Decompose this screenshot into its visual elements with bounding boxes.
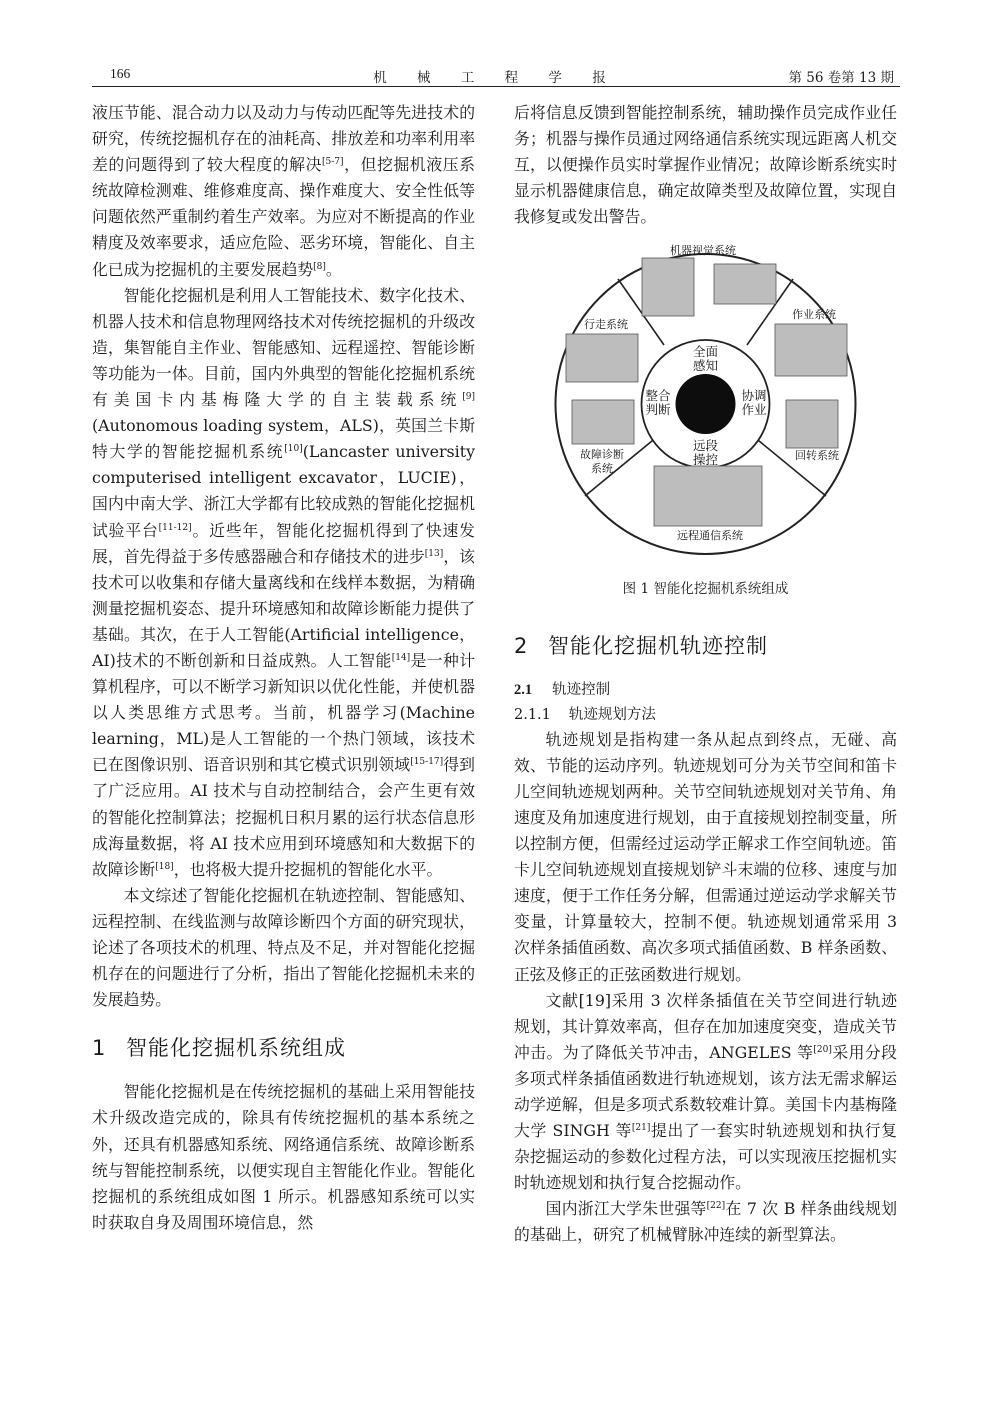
wedge-label: 作业系统 <box>792 308 836 322</box>
citation[interactable]: [5-7] <box>322 157 344 168</box>
citation[interactable]: [14] <box>391 652 411 663</box>
wedge-label: 远程通信系统 <box>677 529 743 543</box>
inner-label: 作业 <box>741 402 767 418</box>
subsection-heading: 2.1 轨迹控制 <box>514 681 611 698</box>
camera-photo <box>642 258 694 316</box>
inner-label: 整合 <box>645 388 671 404</box>
right-column <box>514 100 897 1249</box>
inner-label: 协调 <box>741 388 767 404</box>
monitor-photo <box>572 400 634 444</box>
paragraph: 智能化挖掘机是利用人工智能技术、数字化技术、机器人技术和信息物理网络技术对传统挖掘机的升级改造，集智能自主作业、智能感知、远程遥控、智能诊断等功能为一体。目前，国内外典型的智能化挖掘机系统有美国卡内基梅隆大学的自主装载系统[9](Autonomous loading system，ALS)，英国兰卡斯特大学的智能挖掘机系统[10](Lancaster university computerised intelligent excavator，LUCIE)，国内中南大学、浙江大学都有比较成熟的智能化挖掘机试验平台[11-12]。近些年，智能化挖掘机得到了快速发展，首先得益于多传感器融合和存储技术的进步[13]，该技术可以收集和存储大量离线和在线样本数据，为精确测量挖掘机姿态、提升环境感知和故障诊断能力提供了基础。其次，在于人工智能(Artificial intelligence，AI)技术的不断创新和日益成熟。人工智能[14]是一种计算机程序，可以不断学习新知识以优化性能，并使机器以人类思维方式思考。当前，机器学习(Machine learning，ML)是人工智能的一个热门领域，该技术已在图像识别、语音识别和其它模式识别领域[15-17]得到了广泛应用。AI 技术与自动控制结合，会产生更有效的智能化控制算法；挖掘机日积月累的运行状态信息形成海量数据，将 AI 技术应用到环境感知和大数据下的故障诊断[18]，也将极大提升挖掘机的智能化水平。 <box>92 285 475 879</box>
running-header <box>92 64 900 87</box>
paragraph: 文献[19]采用 3 次样条插值在关节空间进行轨迹规划，其计算效率高，但存在加加速度突变，造成关节冲击。为了降低关节冲击，ANGELES 等[20]采用分段多项式样条插值函数进行轨迹规划，该方法无需求解运动学逆解，但是多项式系数较难计算。美国卡内基梅隆大学 SINGH 等[21]提出了一套实时轨迹规划和执行复杂挖掘运动的参数化过程方法，可以实现液压挖掘机实时轨迹规划和执行复合挖掘动作。 <box>514 990 897 1193</box>
left-column <box>92 100 475 1236</box>
citation[interactable]: [8] <box>313 261 326 272</box>
citation[interactable]: [9] <box>462 392 475 403</box>
paragraph: 本文综述了智能化挖掘机在轨迹控制、智能感知、远程控制、在线监测与故障诊断四个方面的研究现状，论述了各项技术的机理、特点及不足，并对智能化挖掘机存在的问题进行了分析，指出了智能化挖掘机未来的发展趋势。 <box>92 885 475 1010</box>
citation[interactable]: [10] <box>284 444 303 455</box>
inner-label: 操控 <box>692 452 719 468</box>
track-photo <box>566 334 638 382</box>
remote-station-photo <box>654 466 762 526</box>
page-number: 166 <box>110 66 131 81</box>
citation[interactable]: [22] <box>706 1201 726 1212</box>
paragraph: 国内浙江大学朱世强等[22]在 7 次 B 样条曲线规划的基础上，研究了机械臂脉冲连续的新型算法。 <box>514 1199 897 1245</box>
wedge-label: 故障诊断 <box>580 448 624 462</box>
slewing-photo <box>786 400 838 448</box>
subsubsection-heading: 2.1.1 轨迹规划方法 <box>514 706 656 723</box>
wedge-label: 系统 <box>591 462 613 476</box>
system-composition-diagram <box>514 238 897 570</box>
paragraph: 液压节能、混合动力以及动力与传动匹配等先进技术的研究，传统挖掘机存在的油耗高、排放差和功率利用率差的问题得到了较大程度的解决[5-7]，但挖掘机液压系统故障检测难、维修难度高、操作难度大、安全性低等问题依然严重制约着生产效率。为应对不断提高的作业精度及效率要求，适应危险、恶劣环境，智能化、自主化已成为挖掘机的主要发展趋势[8]。 <box>92 103 475 279</box>
section-heading-1: 1 智能化挖掘机系统组成 <box>92 1036 346 1061</box>
inner-label: 远段 <box>692 438 719 454</box>
citation[interactable]: [11-12] <box>158 522 192 533</box>
journal-title: 机 械 工 程 学 报 <box>373 70 619 86</box>
paragraph: 智能化挖掘机是在传统挖掘机的基础上采用智能技术升级改造完成的，除具有传统挖掘机的基本系统之外，还具有机器感知系统、网络通信系统、故障诊断系统与智能控制系统，以便实现自主智能化作业。智能化挖掘机的系统组成如图 1 所示。机器感知系统可以实时获取自身及周围环境信息，然 <box>92 1082 475 1232</box>
wedge-label: 机器视觉系统 <box>670 244 736 258</box>
inner-label: 全面 <box>692 344 719 360</box>
citation[interactable]: [15-17] <box>410 757 444 768</box>
wedge-label: 回转系统 <box>795 449 839 463</box>
section-heading-2: 2 智能化挖掘机轨迹控制 <box>514 633 768 658</box>
figure-caption: 图 1 智能化挖掘机系统组成 <box>622 581 789 598</box>
camera-photo <box>714 264 776 304</box>
volume-issue: 第 56 卷第 13 期 <box>788 70 894 86</box>
citation[interactable]: [20] <box>813 1044 832 1055</box>
inner-label: 判断 <box>645 402 671 418</box>
figure-1 <box>514 238 897 570</box>
paragraph: 轨迹规划是指构建一条从起点到终点，无碰、高效、节能的运动序列。轨迹规划可分为关节空间和笛卡儿空间轨迹规划两种。关节空间轨迹规划对关节角、角速度及角加速度进行规划，由于直接规划控制变量，所以控制方便，但需经过运动学正解求工作空间轨迹。笛卡儿空间轨迹规划直接规划铲斗末端的位移、速度与加速度，便于工作任务分解，但需通过逆运动学求解关节变量，计算量较大，控制不便。轨迹规划通常采用 3 次样条插值函数、高次多项式插值函数、B 样条函数、正弦及修正的正弦函数进行规划。 <box>514 729 897 984</box>
excavator-arm-photo <box>775 324 847 376</box>
inner-label: 感知 <box>692 358 719 374</box>
citation[interactable]: [21] <box>631 1123 651 1134</box>
citation[interactable]: [18] <box>155 861 174 872</box>
paragraph: 后将信息反馈到智能控制系统，辅助操作员完成作业任务；机器与操作员通过网络通信系统实现远距离人机交互，以便操作员实时掌握作业情况；故障诊断系统实时显示机器健康信息，确定故障类型及故障位置，实现自我修复或发出警告。 <box>514 103 897 227</box>
core-disk <box>676 374 736 434</box>
wedge-label: 行走系统 <box>584 318 628 332</box>
citation[interactable]: [13] <box>424 548 444 559</box>
